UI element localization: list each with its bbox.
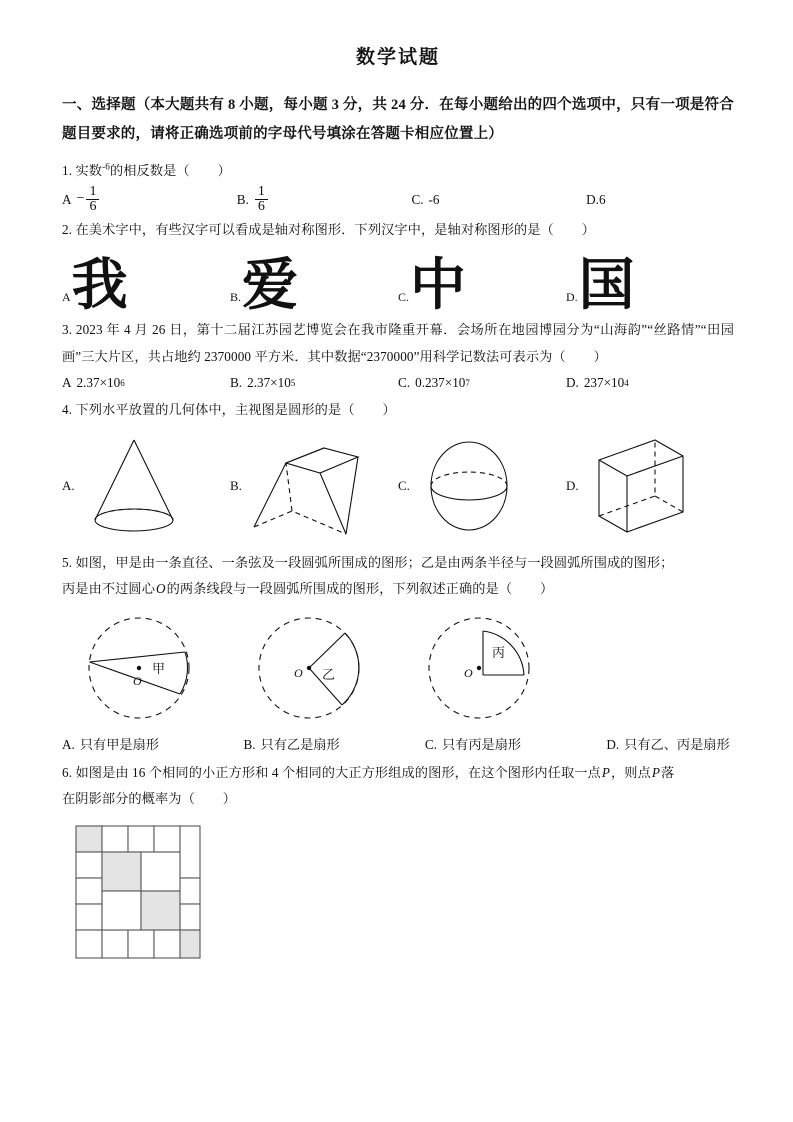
option-4-c[interactable] <box>398 432 566 540</box>
figure-bing <box>420 609 590 727</box>
option-3-d-mantissa: 237 <box>583 375 604 391</box>
option-5-b-text: 只有乙是扇形 <box>260 737 340 753</box>
question-4 <box>62 397 734 541</box>
circle-diagram-bing-icon <box>420 609 538 727</box>
question-1-stem <box>62 158 734 184</box>
option-3-b[interactable]: B. 2.37 × 10 5 <box>230 370 398 395</box>
option-1-a-numerator: 1 <box>89 183 97 199</box>
option-4-c-label: C. <box>398 477 410 493</box>
option-1-a-fraction <box>86 185 99 215</box>
question-3-answer-blank[interactable] <box>566 349 594 364</box>
circle-diagram-jia-icon <box>80 609 198 727</box>
option-5-a-text: 只有甲是扇形 <box>79 737 159 753</box>
option-5-c-text: 只有丙是扇形 <box>441 737 522 753</box>
question-6-point-variable-2: P <box>651 764 660 780</box>
option-5-c[interactable] <box>425 732 606 757</box>
question-1-stem-pre: 实数 <box>75 163 103 179</box>
question-6-stem-c: 落 <box>661 764 675 780</box>
multiply-icon: × <box>444 375 453 391</box>
option-1-a[interactable] <box>62 185 237 215</box>
option-1-d[interactable] <box>586 187 610 212</box>
option-1-c-label: C. <box>411 192 424 208</box>
option-4-d-label: D. <box>566 477 579 493</box>
option-2-a-glyph: 我 <box>71 252 128 318</box>
question-1-stem-post: 的相反数是（ <box>109 163 190 179</box>
option-2-d-label: D. <box>566 290 578 305</box>
question-5-figures <box>62 608 734 728</box>
option-5-c-label: C. <box>424 737 437 753</box>
question-3-options <box>62 370 734 395</box>
option-1-b-numerator: 1 <box>257 183 265 199</box>
option-3-c-mantissa: 0.237 <box>415 375 445 391</box>
option-5-d[interactable] <box>606 732 734 757</box>
option-1-d-label: D.6 <box>586 192 606 208</box>
question-4-stem-end: ） <box>382 402 396 418</box>
option-3-d-base: 10 <box>611 375 625 391</box>
option-3-b-mantissa: 2.37 <box>247 375 271 391</box>
option-2-c-label: C. <box>398 290 410 305</box>
option-4-a-label: A. <box>62 477 75 493</box>
option-2-d-glyph: 国 <box>578 252 635 318</box>
option-1-c[interactable] <box>411 187 586 212</box>
option-5-d-label: D. <box>606 737 620 753</box>
question-6-stem-b: ，则点 <box>610 764 651 780</box>
question-4-answer-blank[interactable] <box>355 402 383 417</box>
option-3-a-base: 10 <box>107 375 121 391</box>
question-3-stem-text: 2023 年 4 月 26 日，第十二届江苏园艺博览会在我市隆重开幕．会场所在地园博园分为“山海韵”“丝路情”“田园画”三大片区，共占地约 2370000 平方米．其中数据“2370000”用科学记数法可表示为（ <box>62 322 734 364</box>
question-1-value: -6 <box>102 161 110 172</box>
question-5-stem-post: 的两条线段与一段圆弧所围成的图形，下列叙述正确的是（ <box>166 581 513 597</box>
option-5-a[interactable] <box>62 732 243 757</box>
multiply-icon: × <box>603 375 612 391</box>
option-3-d-label: D. <box>566 375 579 391</box>
question-6-stem-line-1 <box>62 760 734 786</box>
question-3-number: 3. <box>62 322 73 338</box>
circle-diagram-yi-icon <box>250 609 368 727</box>
option-4-a[interactable] <box>62 432 230 540</box>
option-3-c[interactable]: C. 0.237 × 10 7 <box>398 370 566 395</box>
question-2 <box>62 217 734 318</box>
question-5-stem-text-1: 如图，甲是由一条直径、一条弦及一段圆弧所围成的图形；乙是由两条半径与一段圆弧所围成的图形； <box>75 554 674 570</box>
option-3-d[interactable]: D. 237 × 10 4 <box>566 370 734 395</box>
question-3 <box>62 317 734 395</box>
option-4-b[interactable] <box>230 432 398 540</box>
option-3-c-base: 10 <box>452 375 466 391</box>
question-6-number: 6. <box>62 764 73 780</box>
figure-jia-label: 甲 <box>152 662 166 678</box>
figure-jia <box>80 609 250 727</box>
figure-bing-label: 丙 <box>492 646 506 662</box>
cuboid-icon <box>583 432 693 540</box>
option-1-b-label: B. <box>236 192 249 208</box>
question-6-stem-end: ） <box>222 790 237 806</box>
square-grid-figure-icon <box>72 822 204 982</box>
question-5 <box>62 550 734 758</box>
page-title: 数学试题 <box>355 47 440 68</box>
option-2-d[interactable] <box>566 252 734 318</box>
question-2-stem-text: 在美术字中，有些汉字可以看成是轴对称图形．下列汉字中，是轴对称图形的是（ <box>75 221 554 237</box>
question-5-stem-line-2 <box>62 576 734 602</box>
question-4-stem-text: 下列水平放置的几何体中，主视图是圆形的是（ <box>75 402 355 418</box>
option-4-d[interactable] <box>566 432 734 540</box>
option-3-a-label: A <box>62 375 72 391</box>
question-6 <box>62 760 734 983</box>
question-5-number: 5. <box>62 554 73 570</box>
figure-jia-center-label: O <box>133 674 142 689</box>
figure-bing-center-label: O <box>464 666 473 681</box>
multiply-icon: × <box>270 375 278 391</box>
cone-icon <box>79 432 189 540</box>
option-2-c[interactable] <box>398 252 566 318</box>
question-5-answer-blank[interactable] <box>512 581 540 596</box>
question-1-options <box>62 185 734 215</box>
question-2-options <box>62 245 734 318</box>
prism-trapezoid-icon <box>246 432 364 540</box>
figure-yi <box>250 609 420 727</box>
question-6-stem-text-2: 在阴影部分的概率为（ <box>62 790 195 806</box>
question-1-stem-end: ） <box>217 163 231 179</box>
option-3-a-mantissa: 2.37 <box>76 375 100 391</box>
option-2-b-label: B. <box>230 290 242 305</box>
figure-yi-label: 乙 <box>322 668 336 684</box>
question-3-stem-end: ） <box>593 348 607 364</box>
option-4-b-label: B. <box>230 477 242 493</box>
question-1-number: 1. <box>62 163 73 179</box>
question-3-stem <box>62 317 734 370</box>
question-2-number: 2. <box>62 221 73 237</box>
option-1-b-fraction <box>255 185 268 215</box>
section-heading: 一、选择题（本大题共有 8 小题，每小题 3 分，共 24 分．在每小题给出的四个选项中，只有一项是符合题目要求的，请将正确选项前的字母代号填涂在答题卡相应位置上） <box>62 96 734 143</box>
question-4-options <box>62 430 734 542</box>
question-2-answer-blank[interactable] <box>554 222 582 237</box>
multiply-icon: × <box>99 375 108 391</box>
option-2-b-glyph: 爱 <box>242 252 299 318</box>
option-2-b[interactable] <box>230 252 398 318</box>
question-4-number: 4. <box>62 402 73 418</box>
option-2-a-label: A <box>62 290 71 305</box>
question-2-stem <box>62 217 734 243</box>
option-3-a[interactable]: A 2.37 × 10 6 <box>62 370 230 395</box>
question-5-stem-line-1 <box>62 550 734 576</box>
option-1-b-denominator: 6 <box>255 199 268 215</box>
option-5-d-text: 只有乙、丙是扇形 <box>624 737 730 753</box>
option-1-a-denominator: 6 <box>86 199 99 215</box>
sphere-icon <box>414 432 524 540</box>
option-2-c-glyph: 中 <box>410 252 467 318</box>
question-5-stem-end: ） <box>540 581 554 597</box>
option-1-c-text: -6 <box>428 192 440 208</box>
question-5-options <box>62 732 734 757</box>
question-6-answer-blank[interactable] <box>195 791 223 806</box>
option-1-b[interactable] <box>237 185 412 215</box>
question-1 <box>62 158 734 215</box>
option-1-a-label: A <box>62 192 72 208</box>
question-5-center-variable: O <box>156 581 166 597</box>
option-3-c-label: C. <box>398 375 411 391</box>
figure-yi-center-label: O <box>294 666 303 681</box>
option-5-b[interactable] <box>243 732 424 757</box>
question-6-stem-a: 如图是由 16 个相同的小正方形和 4 个相同的大正方形组成的图形，在这个图形内任取一点 <box>75 764 601 780</box>
page-content <box>62 46 734 984</box>
option-2-a[interactable] <box>62 252 230 318</box>
minus-icon: − <box>76 191 85 207</box>
question-1-answer-blank[interactable] <box>190 163 218 178</box>
question-2-stem-end: ） <box>581 221 596 237</box>
option-3-b-label: B. <box>230 375 243 391</box>
option-3-b-base: 10 <box>277 375 291 391</box>
question-6-stem-line-2 <box>62 786 734 812</box>
question-6-figure <box>72 822 734 982</box>
option-5-a-label: A. <box>62 737 75 753</box>
question-4-stem <box>62 397 734 423</box>
option-5-b-label: B. <box>243 737 256 753</box>
question-5-stem-pre: 丙是由不过圆心 <box>62 581 156 597</box>
question-6-point-variable-1: P <box>601 764 610 780</box>
